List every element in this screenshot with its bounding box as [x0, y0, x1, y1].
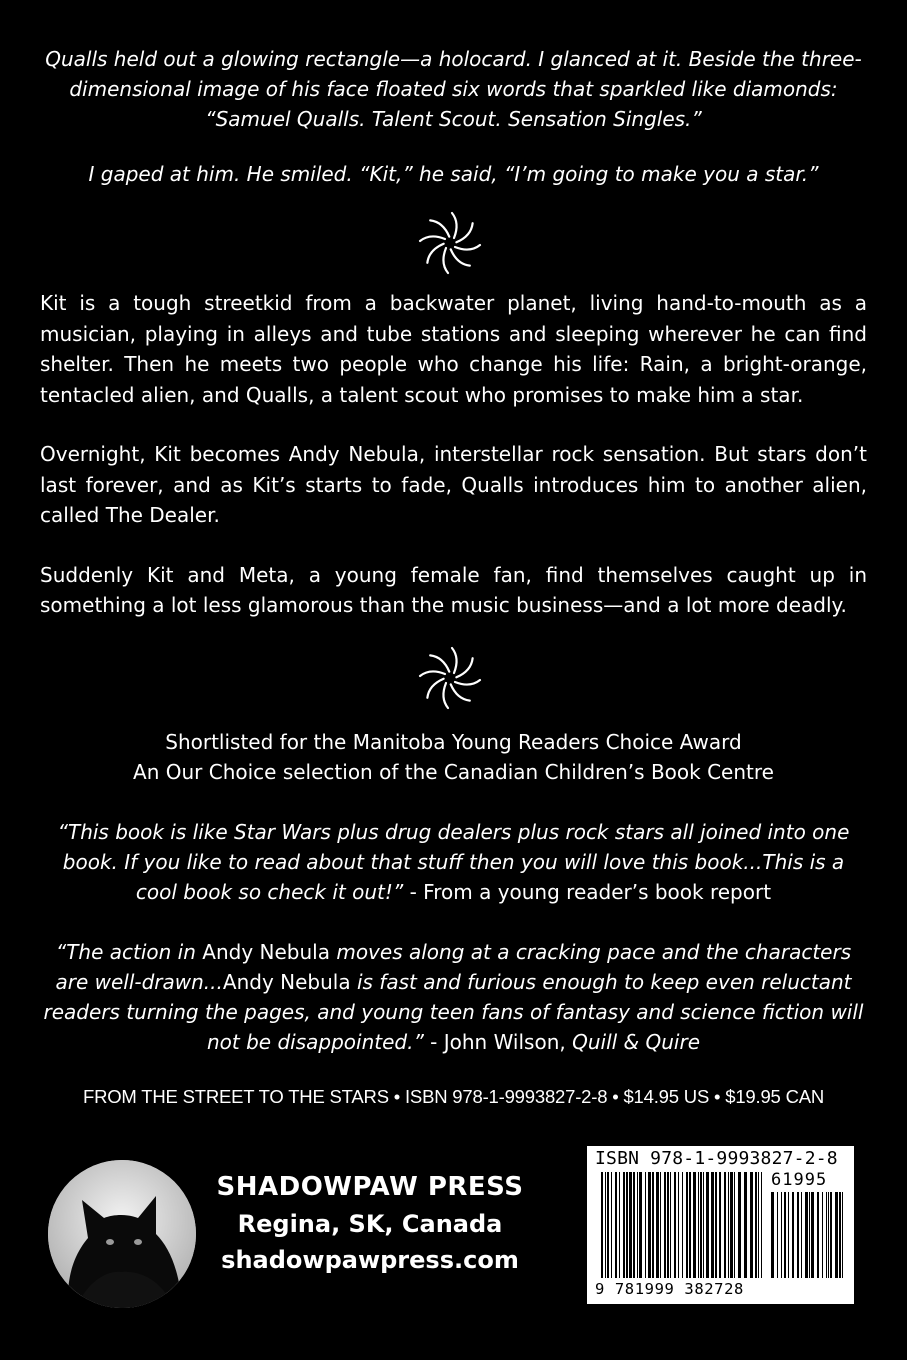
publisher-cat-logo	[48, 1160, 196, 1308]
swirl-star-icon	[417, 645, 483, 711]
barcode-price-code: 61995	[771, 1170, 828, 1190]
award-line: Shortlisted for the Manitoba Young Readers Choice Award	[165, 730, 742, 754]
publisher-name: SHADOWPAW PRESS	[216, 1172, 524, 1202]
award-line: An Our Choice selection of the Canadian Children’s Book Centre	[133, 760, 774, 784]
review-quote-part: is fast and furious enough to keep even reluctant readers turning the pages, and young teen fans of fantasy and science fiction will not be disappointed.”	[43, 970, 864, 1054]
awards	[40, 727, 867, 787]
barcode-isbn-label: ISBN 978-1-9993827-2-8	[595, 1148, 838, 1169]
review-young-reader	[40, 817, 867, 907]
review-quote-part: moves along at a cracking pace and the characters are well-drawn...	[55, 940, 852, 994]
isbn-barcode	[587, 1146, 854, 1304]
review-publication: Quill & Quire	[572, 1030, 700, 1054]
swirl-star-icon	[417, 210, 483, 276]
description-paragraph: Suddenly Kit and Meta, a young female fan, find themselves caught up in something a lot less glamorous than the music business—and a lot more deadly.	[40, 562, 867, 617]
book-title-ref: Andy Nebula	[222, 970, 351, 994]
review-attribution: - John Wilson,	[423, 1030, 573, 1054]
book-description	[40, 288, 867, 621]
excerpt	[40, 44, 867, 189]
review-quote: “This book is like Star Wars plus drug dealers plus rock stars all joined into one book. If you like to read about that stuff then you will love this book...This is a cool book so check it out!”	[57, 820, 850, 904]
description-paragraph: Kit is a tough streetkid from a backwater planet, living hand-to-mouth as a musician, playing in alleys and tube stations and sleeping wherever he can find shelter. Then he meets two people who change his life: Rain, a bright-orange, tentacled alien, and Qualls, a talent scout who promises to make him a star.	[40, 291, 867, 407]
publisher-location: Regina, SK, Canada	[237, 1210, 503, 1238]
review-attribution: - From a young reader’s book report	[403, 880, 772, 904]
publisher-website[interactable]: shadowpawpress.com	[221, 1246, 519, 1274]
book-title-ref: Andy Nebula	[202, 940, 330, 964]
review-quote-part: “The action in	[55, 940, 203, 964]
barcode-digits: 9 781999 382728	[595, 1280, 744, 1298]
review-quill-quire	[40, 937, 867, 1057]
excerpt-paragraph-1: Qualls held out a glowing rectangle—a holocard. I glanced at it. Beside the three-dimensional image of his face floated six words that sparkled like diamonds: “Samuel Qualls. Talent Scout. Sensation Singles.”	[45, 47, 862, 131]
book-info-line: FROM THE STREET TO THE STARS • ISBN 978-1-9993827-2-8 • $14.95 US • $19.95 CAN	[82, 1086, 825, 1107]
description-paragraph: Overnight, Kit becomes Andy Nebula, interstellar rock sensation. But stars don’t last forever, and as Kit’s starts to fade, Qualls introduces him to another alien, called The Dealer.	[40, 442, 867, 527]
excerpt-paragraph-2: I gaped at him. He smiled. “Kit,” he said, “I’m going to make you a star.”	[88, 162, 819, 186]
